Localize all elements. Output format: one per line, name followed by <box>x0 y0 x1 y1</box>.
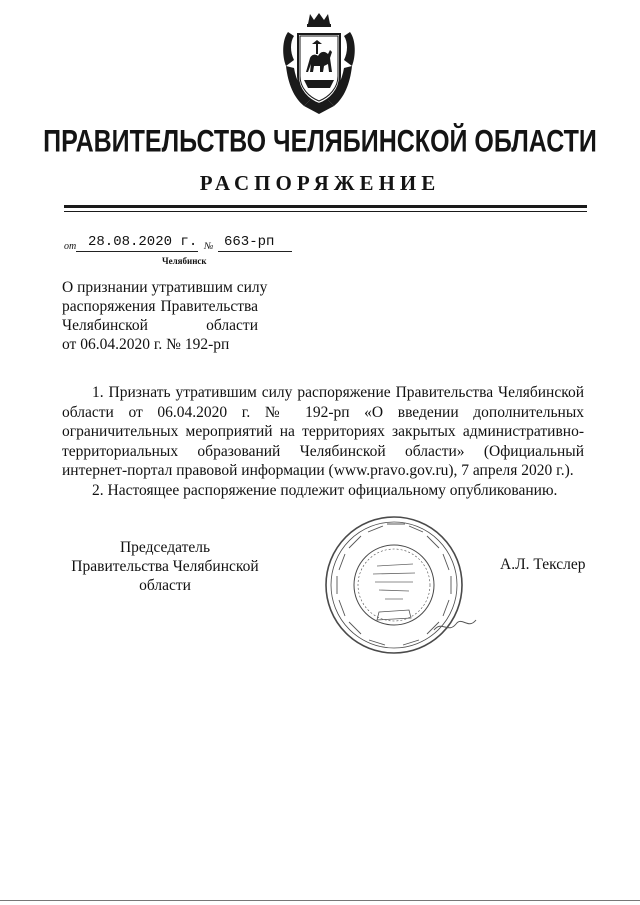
document-subject <box>62 278 268 354</box>
coat-of-arms-emblem <box>280 10 358 118</box>
signer-name: А.Л. Текслер <box>500 556 586 573</box>
number-underline <box>218 251 292 252</box>
subject-word: распоряжения <box>62 298 156 315</box>
subject-word: Челябинской <box>62 317 148 334</box>
handwritten-mark <box>430 600 480 640</box>
page-bottom-edge <box>0 900 640 901</box>
signatory-title <box>60 538 270 595</box>
government-title: ПРАВИТЕЛЬСТВО ЧЕЛЯБИНСКОЙ ОБЛАСТИ <box>43 124 597 159</box>
number-label: № <box>204 241 214 252</box>
header-rule-thin <box>64 211 587 212</box>
body-paragraph: 1. Признать утратившим силу распоряжение Правительства Челябинской области от 06.04.2020 г. № 192-рп «О введении дополнительных ограничительных мероприятий на территориях закрытых административно-территориальных образований Челябинской области» (Официальный интернет-портал правовой информации (www.pravo.gov.ru), 7 апреля 2020 г.). <box>62 384 584 479</box>
signatory-title-line: Председатель <box>119 539 211 556</box>
document-date: 28.08.2020 г. <box>88 234 198 250</box>
date-underline <box>76 251 198 252</box>
signatory-title-line: Правительства Челябинской области <box>71 558 259 594</box>
subject-line <box>62 316 258 335</box>
subject-line <box>62 297 258 316</box>
document-type-heading: РАСПОРЯЖЕНИЕ <box>199 171 441 195</box>
document-number: 663-рп <box>224 234 275 250</box>
document-body <box>62 383 584 500</box>
subject-line: от 06.04.2020 г. № 192-рп <box>62 336 230 353</box>
subject-word: области <box>206 317 258 334</box>
subject-line: О признании утратившим силу <box>62 279 268 296</box>
body-paragraph: 2. Настоящее распоряжение подлежит официальному опубликованию. <box>92 481 558 499</box>
date-label: от <box>64 241 77 252</box>
city-label: Челябинск <box>162 256 207 266</box>
subject-word: Правительства <box>160 298 258 315</box>
header-rule-thick <box>64 205 587 208</box>
